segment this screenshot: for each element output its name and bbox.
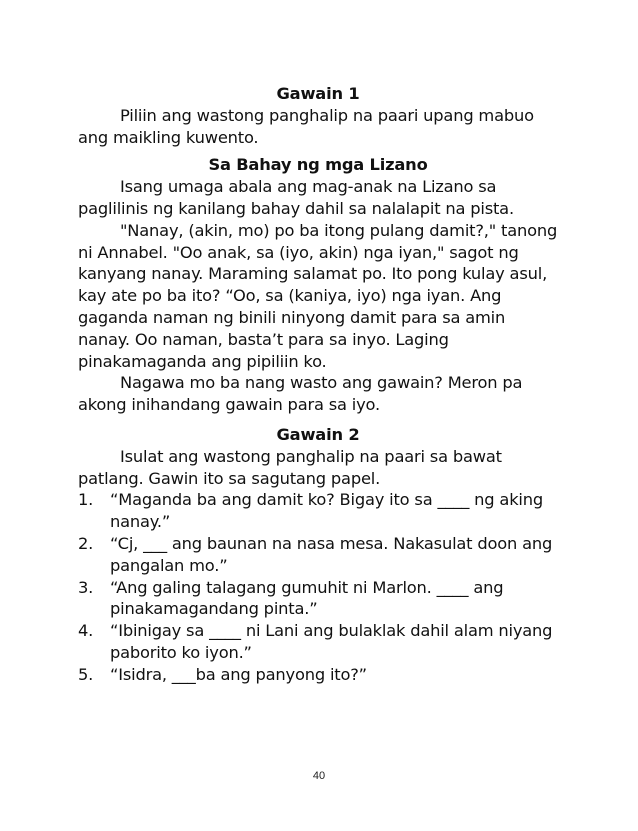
list-item: [78, 489, 558, 533]
exercise-list: [78, 489, 558, 685]
item-number: 4.: [78, 621, 94, 641]
story-paragraph: "Nanay, (akin, mo) po ba itong pulang damit?," tanong ni Annabel. "Oo anak, sa (iyo, akin) nga iyan," sagot ng kanyang nanay. Maraming salamat po. Ito pong kulay asul, kay ate po ba ito? “Oo, sa (kaniya, iyo) nga iyan. Ang gaganda naman ng binili ninyong damit para sa amin nanay. Oo naman, basta’t para sa inyo. Laging pinakamaganda ang pipiliin ko.: [78, 220, 558, 371]
item-number: 1.: [78, 490, 94, 510]
gawain-1-heading: Gawain 1: [276, 84, 360, 103]
item-text: “Ang galing talagang gumuhit ni Marlon. ____ ang pinakamagandang pinta.”: [110, 577, 504, 619]
list-item: [78, 664, 558, 686]
list-item: [78, 577, 558, 621]
item-text: “Maganda ba ang damit ko? Bigay ito sa ____ ng aking nanay.”: [110, 490, 543, 532]
story-paragraph: Isang umaga abala ang mag-anak na Lizano sa paglilinis ng kanilang bahay dahil sa nalalapit na pista.: [78, 177, 514, 218]
item-text: “Ibinigay sa ____ ni Lani ang bulaklak dahil alam niyang paborito ko iyon.”: [110, 621, 553, 662]
item-number: 5.: [78, 664, 94, 684]
list-item: [78, 533, 558, 577]
story-paragraph: Nagawa mo ba nang wasto ang gawain? Meron pa akong inihandang gawain para sa iyo.: [78, 373, 523, 415]
list-item: [78, 620, 558, 664]
gawain-1-instruction: Piliin ang wastong panghalip na paari upang mabuo ang maikling kuwento.: [78, 105, 534, 147]
item-number: 3.: [78, 577, 94, 597]
gawain-2-instruction: Isulat ang wastong panghalip na paari sa bawat patlang. Gawin ito sa sagutang papel.: [78, 446, 502, 488]
gawain-2-heading: Gawain 2: [276, 424, 360, 444]
item-text: “Isidra, ___ba ang panyong ito?”: [110, 664, 367, 684]
story-title: Sa Bahay ng mga Lizano: [208, 155, 428, 175]
page-content: [78, 83, 558, 686]
item-text: “Cj, ___ ang baunan na nasa mesa. Nakasulat doon ang pangalan mo.”: [110, 533, 553, 575]
item-number: 2.: [78, 533, 94, 553]
page-number: 40: [312, 770, 326, 782]
